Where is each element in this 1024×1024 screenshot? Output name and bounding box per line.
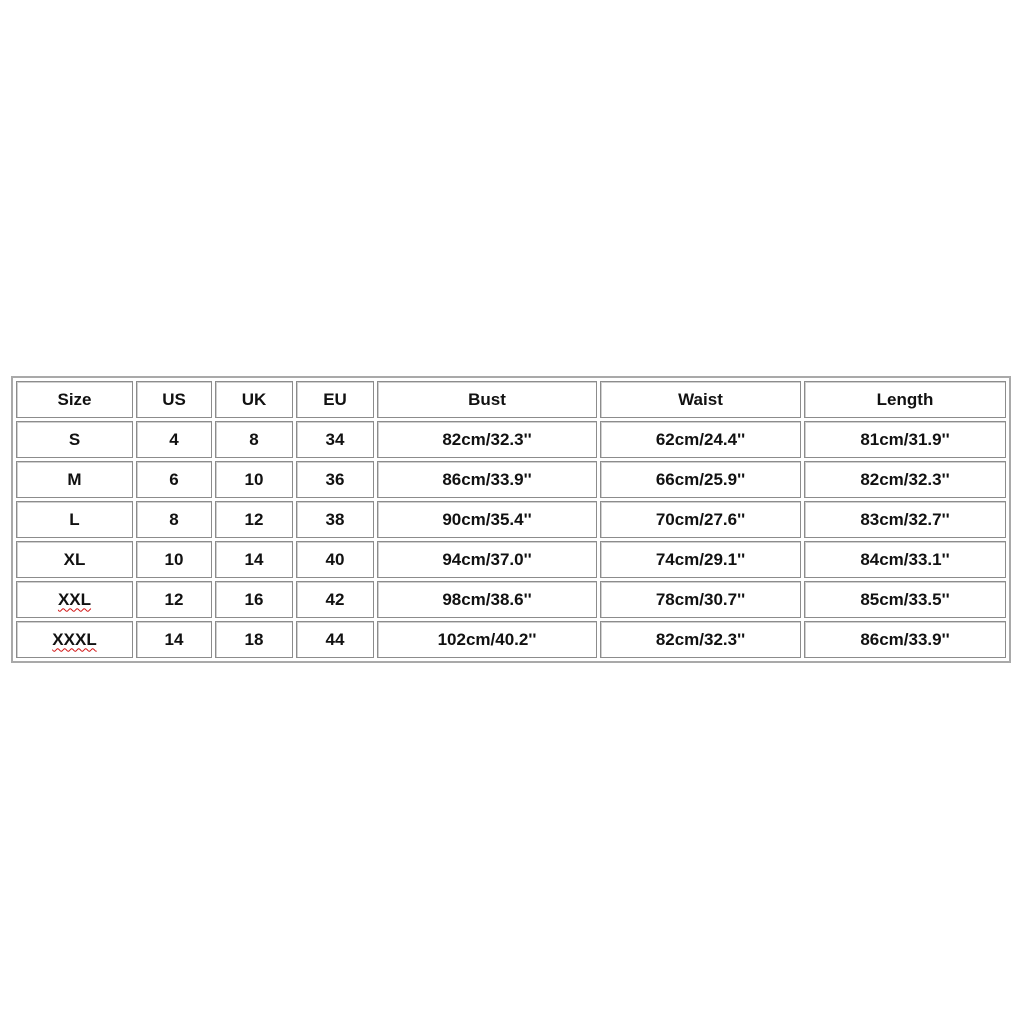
cell-uk: 10 — [215, 461, 293, 498]
header-waist: Waist — [600, 381, 801, 418]
header-eu: EU — [296, 381, 374, 418]
table-row — [16, 461, 1006, 498]
cell-eu: 42 — [296, 581, 374, 618]
cell-waist: 78cm/30.7'' — [600, 581, 801, 618]
header-us: US — [136, 381, 212, 418]
cell-bust: 86cm/33.9'' — [377, 461, 597, 498]
cell-us: 4 — [136, 421, 212, 458]
cell-size: M — [16, 461, 133, 498]
cell-waist: 62cm/24.4'' — [600, 421, 801, 458]
cell-bust: 90cm/35.4'' — [377, 501, 597, 538]
cell-bust: 94cm/37.0'' — [377, 541, 597, 578]
cell-size — [16, 581, 133, 618]
cell-waist: 74cm/29.1'' — [600, 541, 801, 578]
table-row — [16, 581, 1006, 618]
size-chart-table — [11, 376, 1011, 663]
cell-length: 85cm/33.5'' — [804, 581, 1006, 618]
cell-length: 82cm/32.3'' — [804, 461, 1006, 498]
cell-waist: 82cm/32.3'' — [600, 621, 801, 658]
cell-size: XL — [16, 541, 133, 578]
header-uk: UK — [215, 381, 293, 418]
cell-waist: 66cm/25.9'' — [600, 461, 801, 498]
spellcheck-underlined-text: XXXL — [52, 629, 97, 649]
cell-uk: 16 — [215, 581, 293, 618]
cell-uk: 8 — [215, 421, 293, 458]
cell-us: 10 — [136, 541, 212, 578]
cell-bust: 98cm/38.6'' — [377, 581, 597, 618]
cell-size: L — [16, 501, 133, 538]
header-length: Length — [804, 381, 1006, 418]
cell-uk: 18 — [215, 621, 293, 658]
cell-size — [16, 621, 133, 658]
cell-eu: 36 — [296, 461, 374, 498]
cell-us: 12 — [136, 581, 212, 618]
cell-us: 14 — [136, 621, 212, 658]
header-row — [16, 381, 1006, 418]
cell-eu: 34 — [296, 421, 374, 458]
cell-bust: 102cm/40.2'' — [377, 621, 597, 658]
cell-us: 6 — [136, 461, 212, 498]
cell-length: 81cm/31.9'' — [804, 421, 1006, 458]
cell-eu: 40 — [296, 541, 374, 578]
header-size: Size — [16, 381, 133, 418]
table-row — [16, 421, 1006, 458]
cell-waist: 70cm/27.6'' — [600, 501, 801, 538]
table-row — [16, 541, 1006, 578]
cell-eu: 38 — [296, 501, 374, 538]
cell-us: 8 — [136, 501, 212, 538]
cell-length: 86cm/33.9'' — [804, 621, 1006, 658]
cell-uk: 14 — [215, 541, 293, 578]
spellcheck-underlined-text: XXL — [57, 589, 92, 609]
cell-length: 83cm/32.7'' — [804, 501, 1006, 538]
cell-eu: 44 — [296, 621, 374, 658]
cell-length: 84cm/33.1'' — [804, 541, 1006, 578]
table-row — [16, 621, 1006, 658]
cell-uk: 12 — [215, 501, 293, 538]
cell-size: S — [16, 421, 133, 458]
table-row — [16, 501, 1006, 538]
header-bust: Bust — [377, 381, 597, 418]
cell-bust: 82cm/32.3'' — [377, 421, 597, 458]
